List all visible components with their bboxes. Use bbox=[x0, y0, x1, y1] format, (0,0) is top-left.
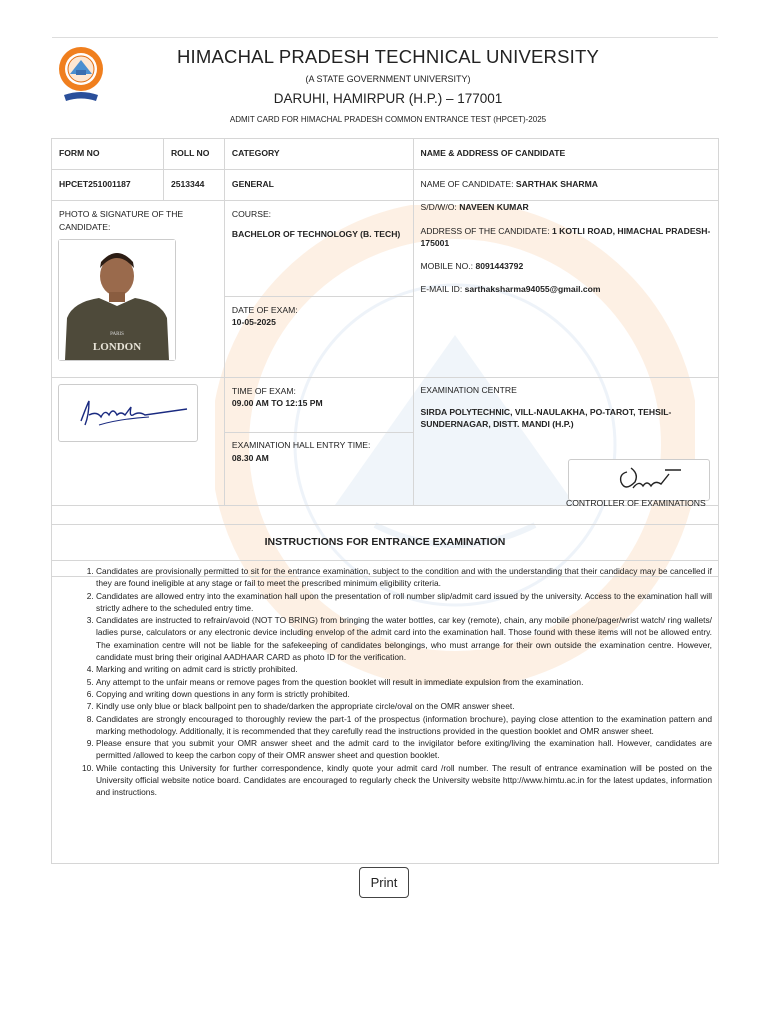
candidate-signature-frame bbox=[58, 384, 198, 442]
email-label: E-MAIL ID: bbox=[420, 284, 465, 294]
instruction-item: 3. Candidates are instructed to refrain/avoid (NOT TO BRING) from bringing the water bottles, car key (remote), chain, any mobile phone/pager/wrist watch/ ring wallets/ ladies purse, calculators or any electronic device including envelop of the admit card into the examination hall. Those found with these items will not be allowed entry. The examination centre will not be liable for the safekeeping of candidates belongings, who must arrange for their own outside the examination centre. However, candidate must bring their original AADHAAR CARD as photo ID for the verification. bbox=[96, 614, 712, 663]
course-value: BACHELOR OF TECHNOLOGY (B. TECH) bbox=[231, 229, 401, 239]
controller-label: CONTROLLER OF EXAMINATIONS bbox=[566, 498, 706, 508]
instruction-item: 1. Candidates are provisionally permitted to sit for the entrance examination, subject to the condition and with the understanding that their candidacy may be cancelled if they are found ineligible at any stage or fail to meet the prescribed minimum eligibility criteria. bbox=[96, 565, 712, 590]
exam-time-value: 09.00 AM TO 12:15 PM bbox=[231, 398, 323, 408]
candidate-details-cell bbox=[413, 201, 718, 378]
course-label: COURSE: bbox=[231, 209, 272, 219]
relation-name: NAVEEN KUMAR bbox=[459, 202, 529, 212]
instructions-section bbox=[51, 524, 719, 864]
relation-row bbox=[421, 201, 711, 214]
candidate-photo-frame bbox=[58, 239, 176, 361]
exam-date-value: 10-05-2025 bbox=[231, 316, 276, 327]
candidate-name: SARTHAK SHARMA bbox=[515, 179, 598, 189]
email-value: sarthaksharma94055@gmail.com bbox=[464, 284, 601, 294]
university-address: DARUHI, HAMIRPUR (H.P.) – 177001 bbox=[273, 91, 503, 106]
instructions-list bbox=[96, 565, 712, 799]
form-no-value: HPCET251001187 bbox=[52, 170, 164, 201]
signature-cell bbox=[52, 378, 225, 506]
exam-time-label: TIME OF EXAM: bbox=[231, 386, 296, 396]
exam-date-label: DATE OF EXAM: bbox=[231, 304, 298, 315]
top-divider bbox=[52, 37, 718, 38]
admit-card-title: ADMIT CARD FOR HIMACHAL PRADESH COMMON ENTRANCE TEST (HPCET)-2025 bbox=[229, 115, 547, 124]
mobile-label: MOBILE NO.: bbox=[420, 260, 476, 271]
photo-shirt-text: LONDON bbox=[92, 341, 142, 353]
photo-shirt-small-text: PARIS bbox=[110, 332, 124, 337]
instruction-item: 8. Candidates are strongly encouraged to thoroughly review the part-1 of the prospectus (information brochure), paying close attention to the examination pattern and marking methodology. Additionally, it is recommended that they carefully read the instructions provided in the question booklet and OMR answer sheet. bbox=[96, 713, 712, 738]
photo-cell bbox=[52, 201, 225, 378]
candidate-name-label: NAME OF CANDIDATE: bbox=[420, 179, 516, 189]
candidate-address: 1 KOTLI ROAD, HIMACHAL PRADESH-175001 bbox=[420, 225, 711, 248]
entry-time-label: EXAMINATION HALL ENTRY TIME: bbox=[231, 440, 371, 450]
university-logo bbox=[56, 45, 106, 103]
email-row bbox=[421, 283, 711, 296]
roll-no-value: 2513344 bbox=[163, 170, 224, 201]
instruction-item: 6. Copying and writing down questions in any form is strictly prohibited. bbox=[96, 688, 712, 700]
photo-signature-label: PHOTO & SIGNATURE OF THE CANDIDATE: bbox=[59, 209, 184, 232]
entry-time-cell bbox=[224, 433, 413, 506]
instructions-title: INSTRUCTIONS FOR ENTRANCE EXAMINATION bbox=[264, 536, 506, 548]
university-subtitle: (A STATE GOVERNMENT UNIVERSITY) bbox=[305, 74, 471, 84]
candidate-address-row bbox=[421, 225, 711, 250]
course-cell bbox=[224, 201, 413, 297]
candidate-photo bbox=[59, 240, 175, 360]
form-no-header: FORM NO bbox=[52, 139, 164, 170]
category-value: GENERAL bbox=[224, 170, 413, 201]
name-address-header: NAME & ADDRESS OF CANDIDATE bbox=[413, 139, 718, 170]
instruction-item: 9. Please ensure that you submit your OMR answer sheet and the admit card to the invigilator before exiting/living the examination hall. However, candidates are permitted /allowed to keep the carbon copy of their OMR answer sheet and question booklet. bbox=[96, 737, 712, 762]
instructions-divider bbox=[52, 560, 718, 561]
relation-label: S/D/W/O: bbox=[420, 202, 460, 212]
roll-no-header: ROLL NO bbox=[163, 139, 224, 170]
instruction-item: 2. Candidates are allowed entry into the examination hall upon the presentation of roll number slip/admit card issued by the university. Access to the examination hall will strictly adhere to the scheduled entry time. bbox=[96, 590, 712, 615]
mobile-value: 8091443792 bbox=[475, 260, 524, 271]
exam-centre-label: EXAMINATION CENTRE bbox=[420, 385, 517, 395]
controller-signature-frame bbox=[568, 459, 710, 501]
admit-card-table bbox=[51, 138, 719, 577]
exam-time-cell bbox=[224, 378, 413, 433]
instruction-item: 10. While contacting this University for further correspondence, kindly quote your admit card /roll number. The result of entrance examination will be posted on the University official website notice board. Candidates are encouraged to regularly check the University website http://www.himtu.ac.in for the latest updates, information and instructions. bbox=[96, 762, 712, 799]
exam-date-cell bbox=[224, 296, 413, 377]
university-name: HIMACHAL PRADESH TECHNICAL UNIVERSITY bbox=[176, 46, 599, 67]
candidate-signature bbox=[59, 385, 197, 441]
instruction-item: 4. Marking and writing on admit card is strictly prohibited. bbox=[96, 663, 712, 675]
instruction-item: 5. Any attempt to the unfair means or remove pages from the question booklet will result in immediate expulsion from the examination. bbox=[96, 676, 712, 688]
candidate-name-cell bbox=[413, 170, 718, 201]
instruction-item: 7. Kindly use only blue or black ballpoint pen to shade/darken the appropriate circle/oval on the OMR answer sheet. bbox=[96, 700, 712, 712]
exam-centre-value: SIRDA POLYTECHNIC, VILL-NAULAKHA, PO-TAROT, TEHSIL-SUNDERNAGAR, DISTT. MANDI (H.P.) bbox=[420, 406, 672, 429]
controller-signature bbox=[569, 460, 709, 500]
category-header: CATEGORY bbox=[224, 139, 413, 170]
candidate-address-label: ADDRESS OF THE CANDIDATE: bbox=[420, 225, 552, 236]
entry-time-value: 08.30 AM bbox=[231, 453, 269, 463]
mobile-row bbox=[421, 260, 711, 273]
print-button[interactable]: Print bbox=[359, 867, 409, 898]
